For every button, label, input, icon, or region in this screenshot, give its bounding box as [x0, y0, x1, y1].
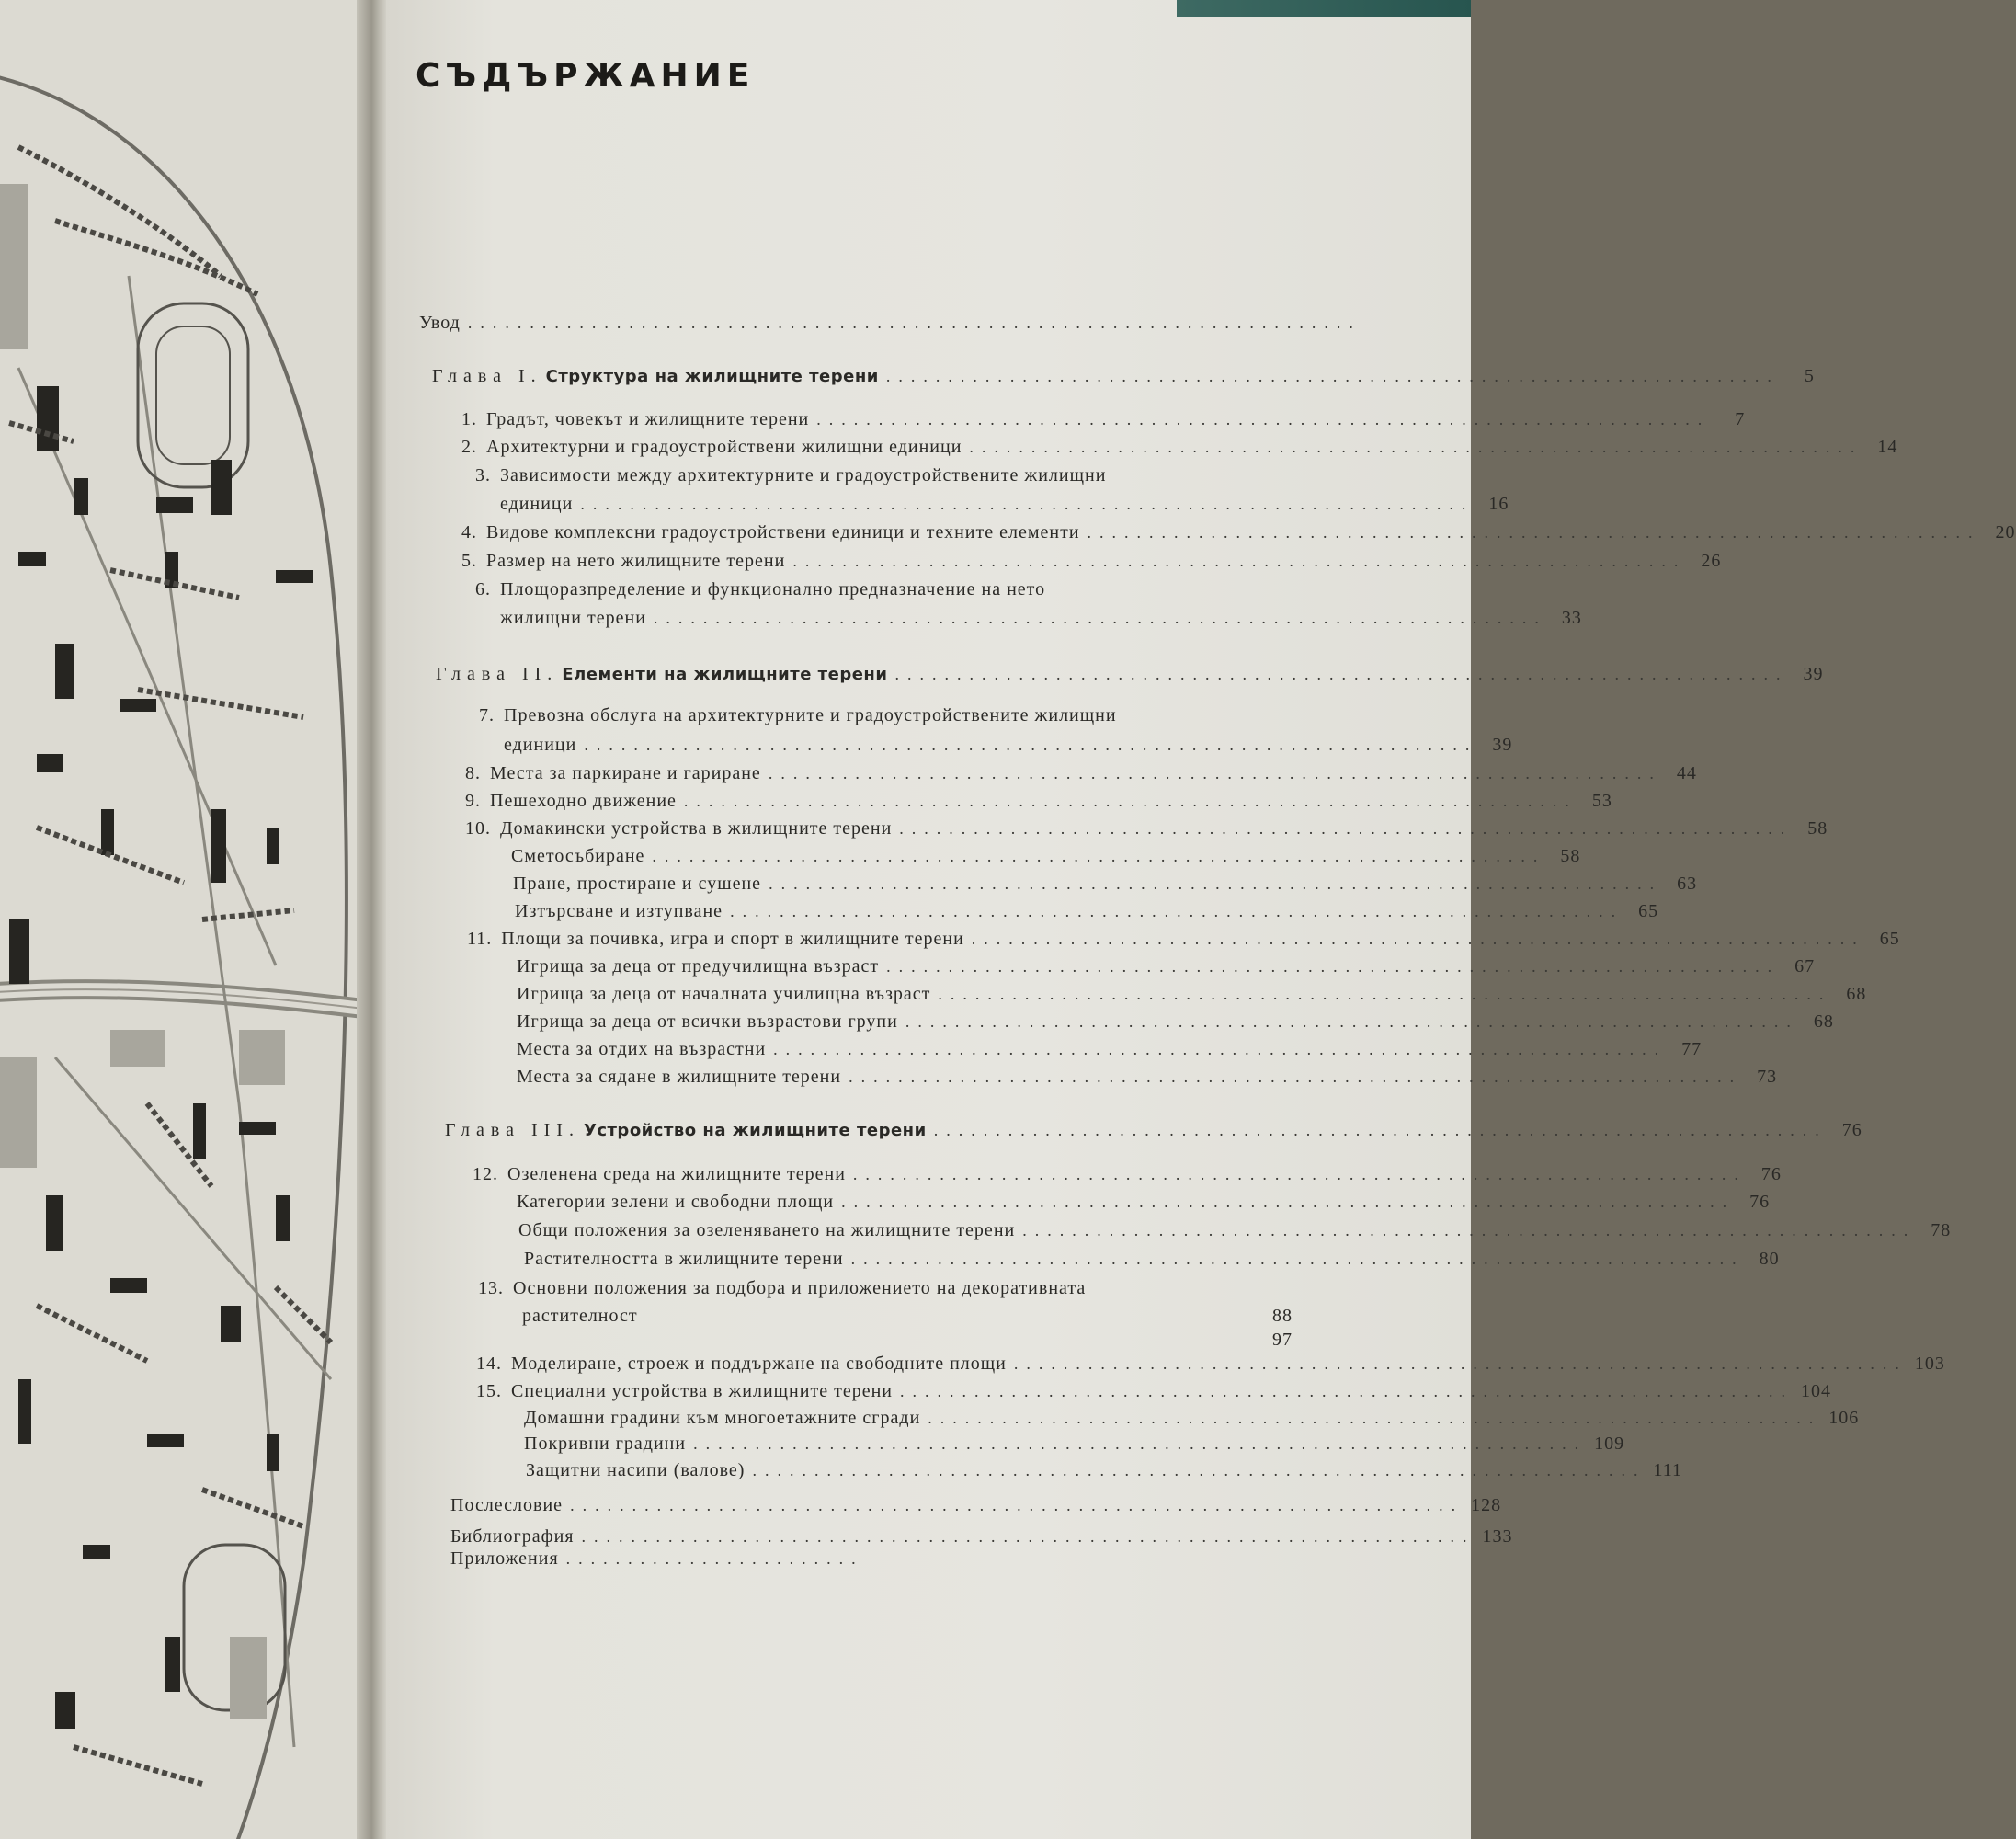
subentry-text: Игрища за деца от предучилищна възраст: [517, 956, 880, 977]
afterword-label: Послесловие: [450, 1495, 564, 1515]
page-number: 109: [1594, 1434, 1625, 1454]
page-number: 26: [1701, 551, 1722, 571]
page-number: 16: [1488, 494, 1509, 514]
page-number: 68: [1846, 984, 1867, 1004]
page-number: 106: [1828, 1408, 1860, 1428]
toc-entry-continuation[interactable]: [522, 1306, 1293, 1327]
toc-entry[interactable]: [473, 1164, 1782, 1185]
entry-number: 4.: [461, 522, 477, 543]
entry-text: Градът, човекът и жилищните терени: [486, 409, 810, 429]
page-number: 128: [1471, 1495, 1502, 1515]
leader-dots: ........................................................................: [752, 1461, 1646, 1479]
entry-text: Архитектурни и градоустройствени жилищни единици: [486, 437, 962, 457]
entry-text-continuation: растителност: [522, 1306, 638, 1326]
entry-text: Площи за почивка, игра и спорт в жилищните терени: [501, 929, 964, 949]
toc-subentry[interactable]: [513, 874, 1698, 895]
leader-dots: ........................................................................: [971, 930, 1865, 948]
toc-subentry[interactable]: [517, 984, 1867, 1005]
leader-dots: ........................................................................: [773, 1040, 1668, 1058]
leader-dots: ........................................................................: [905, 1012, 1799, 1031]
entry-text: Домакински устройства в жилищните терени: [500, 818, 893, 839]
page-number: 76: [1760, 1164, 1782, 1184]
leader-dots: ........................................................................: [693, 1434, 1588, 1453]
toc-entry-continuation[interactable]: [500, 608, 1582, 629]
toc-entry[interactable]: [461, 551, 1722, 572]
toc-entry[interactable]: [476, 1354, 1945, 1375]
entry-number: 13.: [478, 1278, 504, 1298]
leader-dots: ........................................................................: [969, 438, 1863, 456]
toc-subentry[interactable]: [517, 956, 1816, 977]
leader-dots: ........................................................................: [768, 764, 1662, 782]
leader-dots: ........................................................................: [580, 495, 1475, 513]
toc-entry[interactable]: [476, 1381, 1831, 1402]
toc-subentry[interactable]: [517, 1011, 1834, 1033]
leader-dots: ........................................................................: [850, 1250, 1745, 1268]
page-number: 80: [1759, 1249, 1780, 1269]
toc-entry[interactable]: [461, 579, 1274, 600]
entry-number: 1.: [461, 409, 477, 429]
toc-chapter-2[interactable]: [436, 664, 1824, 685]
entry-text: Пешеходно движение: [490, 791, 677, 811]
leader-dots: ........................................................................: [841, 1193, 1736, 1211]
entry-text: Размер на нето жилищните терени: [486, 551, 786, 571]
toc-entry-continuation[interactable]: [504, 735, 1513, 756]
toc-entry[interactable]: [465, 818, 1828, 840]
subentry-text: Защитни насипи (валове): [526, 1460, 746, 1480]
chapter-label: Глава I.: [432, 366, 542, 386]
page-number: 53: [1591, 791, 1612, 811]
page-number: 104: [1800, 1381, 1831, 1401]
toc-subentry[interactable]: [518, 1220, 1952, 1241]
leader-dots: ........................................................................: [653, 609, 1547, 627]
toc-subentry[interactable]: [524, 1408, 1860, 1429]
subentry-text: Покривни градини: [524, 1434, 687, 1454]
entry-text: Места за паркиране и гариране: [490, 763, 761, 783]
entry-number: 5.: [461, 551, 477, 571]
page-number: 73: [1757, 1067, 1778, 1087]
page-number: 78: [1931, 1220, 1952, 1240]
toc-entry[interactable]: [461, 522, 2016, 543]
toc-entry-extra-page[interactable]: [522, 1330, 1293, 1351]
page-number: 76: [1749, 1192, 1771, 1212]
entry-text-continuation: единици: [500, 494, 574, 514]
entry-number: 3.: [475, 465, 491, 485]
chapter-title: Елементи на жилищните терени: [562, 665, 888, 684]
leader-dots: ........................................................................: [899, 1382, 1794, 1400]
entry-text-continuation: жилищни терени: [500, 608, 646, 628]
leader-dots: ........................................................................: [584, 736, 1478, 754]
toc-afterword[interactable]: [450, 1495, 1502, 1516]
entry-number: 2.: [461, 437, 477, 457]
appendices-label: Приложения: [450, 1548, 559, 1569]
leader-dots: ........................................................................: [730, 902, 1624, 920]
entry-text: Специални устройства в жилищните терени: [511, 1381, 893, 1401]
subentry-text: Игрища за деца от всички възрастови групи: [517, 1011, 898, 1032]
leader-dots: ........................................................................: [886, 957, 1781, 976]
toc-bibliography[interactable]: [450, 1526, 1513, 1548]
page-number: 20: [1995, 522, 2016, 543]
toc-entry[interactable]: [465, 763, 1697, 784]
entry-number: 8.: [465, 763, 481, 783]
leader-dots: ........................................................................: [1013, 1354, 1908, 1373]
toc-chapter-3[interactable]: [445, 1120, 1862, 1141]
entry-text-continuation: единици: [504, 735, 577, 755]
leader-dots: ........................................................................: [1087, 523, 1981, 542]
toc-entry[interactable]: [461, 437, 1898, 458]
toc-entry[interactable]: [465, 705, 1280, 726]
toc-subentry[interactable]: [517, 1067, 1778, 1088]
chapter-title: Структура на жилищните терени: [545, 367, 879, 386]
subentry-text: Растителността в жилищните терени: [524, 1249, 844, 1269]
toc-chapter-1[interactable]: [432, 366, 1815, 387]
leader-dots: ........................................................................: [683, 792, 1577, 810]
page-number: 33: [1561, 608, 1582, 628]
toc-entry[interactable]: [461, 409, 1746, 430]
subentry-text: Категории зелени и свободни площи: [517, 1192, 835, 1212]
toc-appendices[interactable]: [450, 1548, 864, 1570]
page-number: 133: [1482, 1526, 1513, 1547]
leader-dots: ........................................................................: [652, 847, 1546, 865]
page-number: 39: [1803, 664, 1824, 684]
entry-number: 15.: [476, 1381, 502, 1401]
toc-subentry[interactable]: [526, 1460, 1682, 1481]
toc-entry-continuation[interactable]: [500, 494, 1509, 515]
subentry-text: Общи положения за озеленяването на жилищните терени: [518, 1220, 1016, 1240]
page-number: 88: [1272, 1306, 1293, 1326]
subentry-text: Домашни градини към многоетажните сгради: [524, 1408, 921, 1428]
entry-text: Превозна обслуга на архитектурните и градоустройствените жилищни: [504, 705, 1117, 725]
page-number: 76: [1841, 1120, 1862, 1140]
leader-dots: ........................................................................: [899, 819, 1794, 838]
bibliography-label: Библиография: [450, 1526, 575, 1547]
toc-subentry[interactable]: [524, 1434, 1625, 1455]
chapter-label: Глава II.: [436, 664, 559, 684]
subentry-text: Места за отдих на възрастни: [517, 1039, 767, 1059]
chapter-label: Глава III.: [445, 1120, 580, 1140]
toc-subentry[interactable]: [524, 1249, 1780, 1270]
page-number: 77: [1681, 1039, 1703, 1059]
page-title: СЪДЪРЖАНИЕ: [416, 57, 756, 95]
leader-dots: ........................................................................: [928, 1409, 1822, 1427]
page-number: 111: [1653, 1460, 1682, 1480]
toc-entry[interactable]: [467, 929, 1900, 950]
page-number: 68: [1813, 1011, 1834, 1032]
toc-intro-label: Увод: [419, 313, 461, 333]
toc-intro[interactable]: [419, 313, 1361, 334]
entry-text: Площоразпределение и функционално предназначение на нето: [500, 579, 1046, 600]
toc-entry[interactable]: [465, 791, 1612, 812]
leader-dots: ........................................................................: [769, 874, 1663, 893]
entry-number: 7.: [479, 705, 495, 725]
page-number: 58: [1807, 818, 1828, 839]
entry-text: Основни положения за подбора и приложението на декоративната: [513, 1278, 1087, 1298]
leader-dots: ........................................................................: [570, 1496, 1464, 1514]
leader-dots: ........................: [565, 1549, 864, 1568]
page-number: 65: [1638, 901, 1659, 921]
entry-number: 14.: [476, 1354, 502, 1374]
chapter-title: Устройство на жилищните терени: [583, 1121, 927, 1140]
toc-entry[interactable]: [461, 465, 1274, 486]
entry-text: Моделиране, строеж и поддържане на свободните площи: [511, 1354, 1007, 1374]
toc-subentry[interactable]: [515, 901, 1659, 922]
page-number: 14: [1877, 437, 1898, 457]
entry-number: 9.: [465, 791, 481, 811]
leader-dots: ........................................................................: [938, 985, 1832, 1003]
entry-text: Озеленена среда на жилищните терени: [507, 1164, 846, 1184]
page-number: 44: [1676, 763, 1697, 783]
subentry-text: Места за сядане в жилищните терени: [517, 1067, 842, 1087]
leader-dots: ........................................................................: [792, 552, 1687, 570]
page-number: 5: [1804, 366, 1815, 386]
leader-dots: ........................................................................: [894, 665, 1789, 683]
entry-text: Зависимости между архитектурните и градоустройствените жилищни: [500, 465, 1107, 485]
page-number: 7: [1735, 409, 1746, 429]
leader-dots: ........................................................................: [581, 1527, 1475, 1546]
subentry-text: Игрища за деца от началната училищна възраст: [517, 984, 931, 1004]
leader-dots: ........................................................................: [816, 410, 1711, 428]
leader-dots: ........................................................................: [849, 1068, 1743, 1086]
page-number: 39: [1492, 735, 1513, 755]
leader-dots: ........................................................................: [467, 314, 1361, 332]
entry-number: 11.: [467, 929, 493, 949]
leader-dots: ........................................................................: [1022, 1221, 1917, 1239]
entry-number: 6.: [475, 579, 491, 600]
toc-entry[interactable]: [474, 1278, 1293, 1299]
subentry-text: Изтърсване и изтупване: [515, 901, 723, 921]
toc-subentry[interactable]: [517, 1039, 1703, 1060]
toc-subentry[interactable]: [517, 1192, 1771, 1213]
toc-subentry[interactable]: [511, 846, 1581, 867]
entry-number: 12.: [473, 1164, 498, 1184]
entry-number: 10.: [465, 818, 491, 839]
leader-dots: ........................................................................: [852, 1165, 1747, 1183]
leader-dots: ........................................................................: [933, 1121, 1828, 1139]
page-number: 58: [1560, 846, 1581, 866]
subentry-text: Пране, простиране и сушене: [513, 874, 762, 894]
page-number: 67: [1794, 956, 1816, 977]
leader-dots: ........................................................................: [885, 367, 1780, 385]
page-number: 65: [1879, 929, 1900, 949]
page-number: 103: [1914, 1354, 1945, 1374]
page-number: 97: [1272, 1330, 1293, 1350]
entry-text: Видове комплексни градоустройствени единици и техните елементи: [486, 522, 1080, 543]
subentry-text: Сметосъбиране: [511, 846, 645, 866]
page-number: 63: [1677, 874, 1698, 894]
